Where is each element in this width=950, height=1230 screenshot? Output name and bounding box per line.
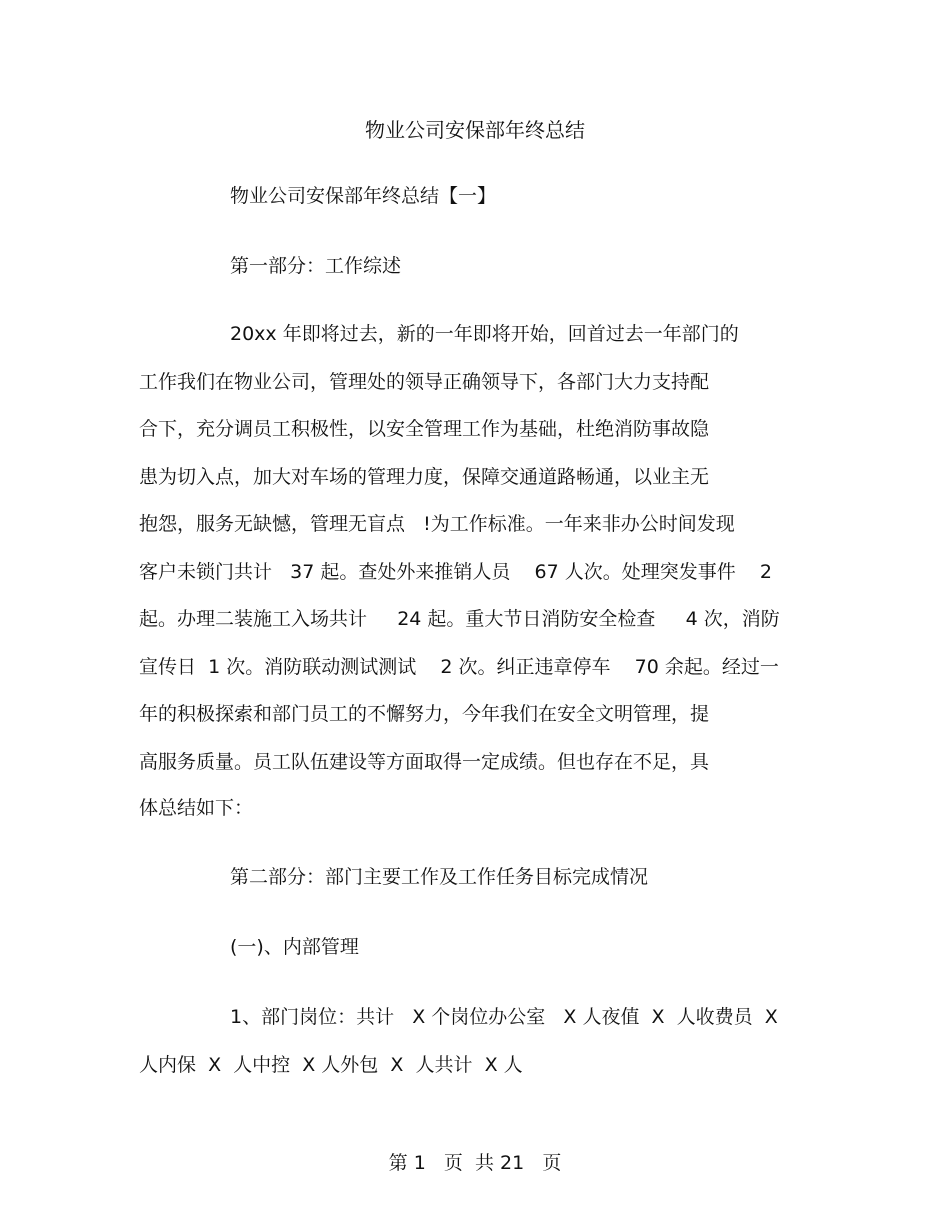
section1-heading: (一)、内部管理 xyxy=(230,936,359,958)
part2-heading: 第二部分：部门主要工作及工作任务目标完成情况 xyxy=(230,866,649,888)
paragraph-line: 宣传日 1 次。消防联动测试测试 2 次。纠正违章停车 70 余起。经过一 xyxy=(139,656,779,678)
document-title: 物业公司安保部年终总结 xyxy=(365,118,585,142)
paragraph-line: 客户未锁门共计 37 起。查处外来推销人员 67 人次。处理突发事件 2 xyxy=(139,561,772,583)
paragraph-line: 合下，充分调员工积极性，以安全管理工作为基础，杜绝消防事故隐 xyxy=(139,418,710,440)
paragraph-line: 工作我们在物业公司，管理处的领导正确领导下，各部门大力支持配 xyxy=(139,371,710,393)
paragraph-line: 起。办理二装施工入场共计 24 起。重大节日消防安全检查 4 次，消防 xyxy=(139,608,780,630)
paragraph-line: 高服务质量。员工队伍建设等方面取得一定成绩。但也存在不足，具 xyxy=(139,751,710,773)
paragraph-line: 20xx 年即将过去，新的一年即将开始，回首过去一年部门的 xyxy=(230,323,739,345)
paragraph-line: 抱怨，服务无缺憾，管理无盲点 !为工作标准。一年来非办公时间发现 xyxy=(139,513,735,535)
paragraph-line: 体总结如下： xyxy=(139,797,254,819)
document-subtitle: 物业公司安保部年终总结【一】 xyxy=(230,185,497,207)
page-footer: 第 1 页 共 21 页 xyxy=(388,1152,562,1174)
item-line: 1、部门岗位：共计 X 个岗位办公室 X 人夜值 X 人收费员 X xyxy=(230,1006,778,1028)
paragraph-line: 年的积极探索和部门员工的不懈努力，今年我们在安全文明管理，提 xyxy=(139,703,710,725)
part1-heading: 第一部分：工作综述 xyxy=(230,255,402,277)
paragraph-line: 患为切入点，加大对车场的管理力度，保障交通道路畅通，以业主无 xyxy=(139,466,710,488)
item-line: 人内保 X 人中控 X 人外包 X 人共计 X 人 xyxy=(139,1054,523,1076)
